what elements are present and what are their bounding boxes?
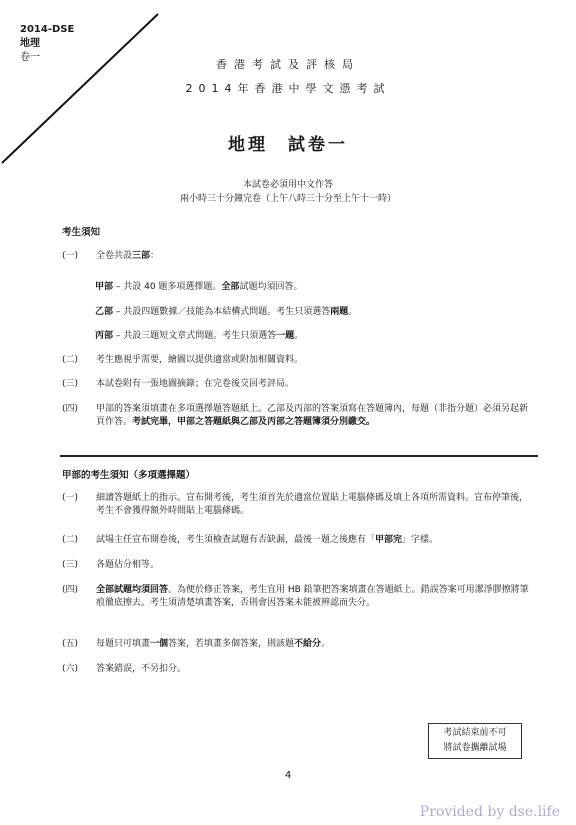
instructions-heading: 考生須知 xyxy=(62,227,101,238)
part-b-description: 乙部 – 共設四題數據／技能為本結構式問題。考生只須選答兩題。 xyxy=(95,307,358,317)
part-a-description: 甲部 – 共設 40 題多項選擇題。全部試題均須回答。 xyxy=(95,282,303,292)
exam-code: 2014-DSE xyxy=(20,24,75,35)
page-number: 4 xyxy=(284,770,292,781)
organization-name: 香港考試及評核局 xyxy=(216,58,360,71)
duration-note: 兩小時三十分鐘完卷（上午八時三十分至上午十一時） xyxy=(179,194,396,204)
subject-label: 地理 xyxy=(20,38,40,49)
language-note: 本試卷必須用中文作答 xyxy=(242,180,333,190)
part-c-description: 丙部 – 共設三題短文章式問題。考生只須選答一題。 xyxy=(95,331,304,341)
section-a-heading: 甲部的考生須知（多項選擇題） xyxy=(62,470,196,481)
paper-title: 地理 試卷一 xyxy=(228,135,348,155)
watermark-link[interactable]: Provided by dse.life xyxy=(419,804,560,820)
paper-label: 卷一 xyxy=(20,52,40,63)
exam-name: 2014年香港中學文憑考試 xyxy=(185,82,391,95)
section-divider xyxy=(60,455,538,457)
end-notice-box: 考試結束前不可 將試卷攜離試場 xyxy=(428,723,522,759)
